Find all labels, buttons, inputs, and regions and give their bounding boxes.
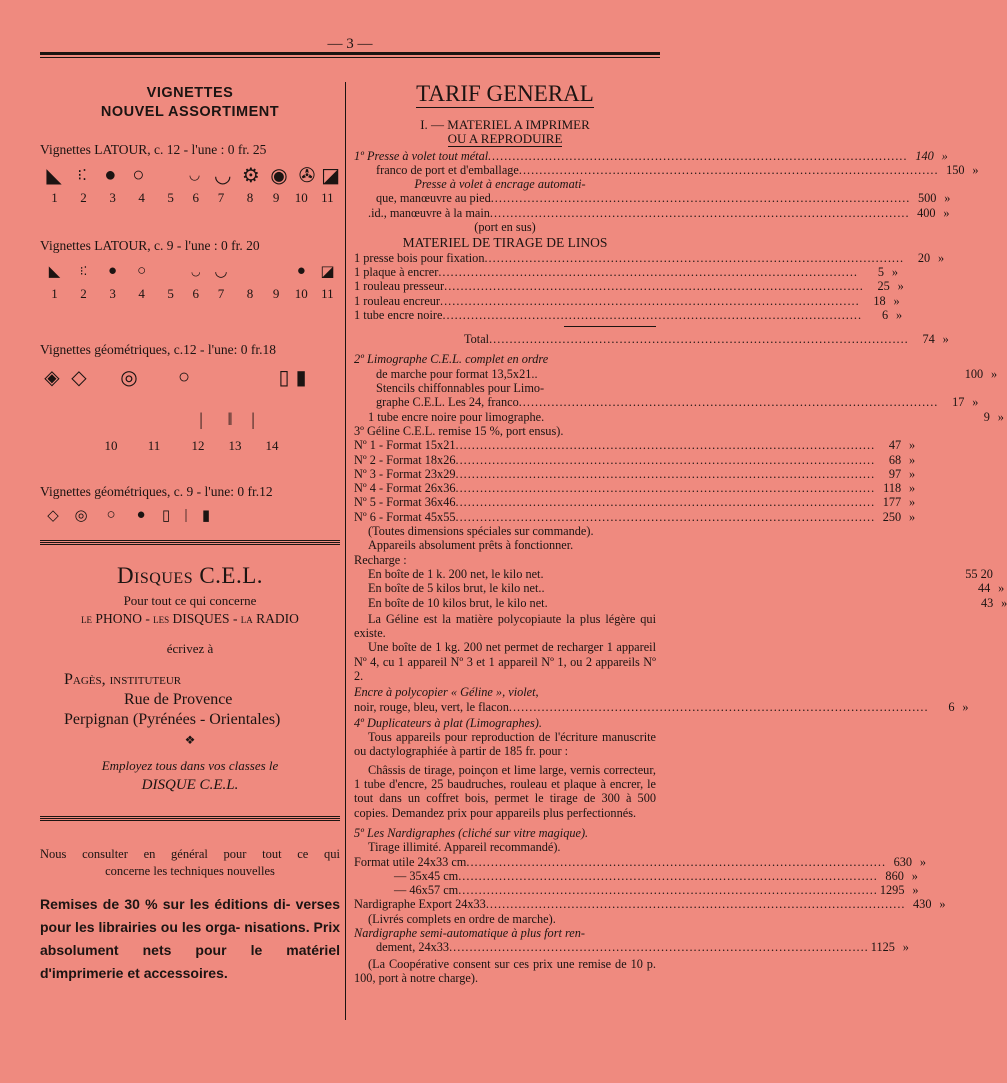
label: franco de port et d'emballage <box>376 162 519 177</box>
price: 20 <box>917 250 931 265</box>
currency: » <box>912 883 919 898</box>
nard-row <box>354 868 918 883</box>
thin-bar-icon: | <box>199 408 203 429</box>
num: 11 <box>147 438 161 453</box>
leaf-icon: ◣ <box>46 164 62 187</box>
livres-note: (Livrés complets en ordre de marche). <box>368 911 556 926</box>
price: 74 <box>922 332 935 347</box>
currency: » <box>972 162 979 177</box>
bar-icon: | <box>251 408 255 429</box>
label: 1 plaque à encrer <box>354 264 439 279</box>
num: 10 <box>294 286 308 301</box>
remise-text: Remises de 30 % sur les éditions di- verses pour les librairies ou les orga- nisations. Prix absolument nets pour le matériel d'imprimerie et accessoires. <box>40 896 340 981</box>
price: 47 <box>888 438 902 453</box>
price: 97 <box>888 466 902 481</box>
num: 7 <box>217 286 225 301</box>
price: 1125 <box>870 940 895 955</box>
nard-sub: Tirage illimité. Appareil recommandé). <box>368 840 561 855</box>
disc-icon: ● <box>136 506 146 523</box>
num: 14 <box>265 438 279 453</box>
price: 55 20 <box>965 566 993 581</box>
format-row <box>354 466 916 481</box>
currency: » <box>998 581 1005 596</box>
num: 5 <box>167 286 174 301</box>
price: 430 <box>913 897 932 912</box>
price: 6 <box>881 307 889 322</box>
limo-line: 2º Limographe C.E.L. complet en ordre <box>354 352 549 367</box>
price: 43 <box>981 595 994 610</box>
disques-street: Rue de Provence <box>124 691 233 708</box>
presse2b-row <box>354 191 951 206</box>
vignettes-subtitle: NOUVEL ASSORTIMENT <box>100 104 280 120</box>
dup-title: 4º Duplicateurs à plat (Limographes). <box>354 715 542 730</box>
num: 6 <box>192 286 200 301</box>
num: 3 <box>109 286 116 301</box>
ornament-icon: ❖ <box>184 733 196 747</box>
dims-note: (Toutes dimensions spéciales sur commande). <box>368 524 594 539</box>
num: 7 <box>217 190 225 205</box>
arc-icon: ◡ <box>213 164 232 187</box>
dots-icon: ⁝⁚ <box>77 167 87 184</box>
price: 860 <box>885 868 904 883</box>
linos-title: MATERIEL DE TIRAGE DE LINOS <box>402 235 608 251</box>
price: 18 <box>873 293 886 308</box>
rect-outline-icon: ▯ <box>161 507 171 524</box>
currency: » <box>897 279 904 294</box>
currency: » <box>909 481 916 496</box>
label: dement, 24x33 <box>376 940 450 955</box>
format-row <box>354 509 916 524</box>
label: de marche pour format 13,5x21.. <box>376 366 538 381</box>
num: 8 <box>246 190 254 205</box>
num: 4 <box>138 190 145 205</box>
currency: » <box>942 332 949 347</box>
geo9-heading: Vignettes géométriques, c. 9 - l'une: 0 fr.12 <box>40 484 273 499</box>
circle-icon: ○ <box>177 365 191 388</box>
label: .id., manœuvre à la main <box>368 205 490 220</box>
currency: » <box>909 509 916 524</box>
format-row <box>354 438 916 453</box>
geo12-shapes <box>40 362 340 392</box>
currency: » <box>997 409 1004 424</box>
dup-desc: Tous appareils pour reproduction de l'écriture manuscrite ou dactylographiée à partir de 185 fr. pour : <box>354 730 656 759</box>
price: 150 <box>946 162 965 177</box>
top-rule <box>40 52 660 55</box>
semi-row <box>354 940 909 955</box>
vignettes-title: VIGNETTES <box>146 85 234 101</box>
disques-city: Perpignan (Pyrénées - Orientales) <box>64 711 281 728</box>
price: 250 <box>882 509 902 524</box>
currency: » <box>895 307 903 322</box>
price: 177 <box>882 495 902 510</box>
arc-icon: ◡ <box>214 263 228 280</box>
num: 11 <box>321 190 334 205</box>
format-row <box>354 481 916 496</box>
label: Nº 6 - Format 45x55 <box>354 509 456 524</box>
price: 6 <box>948 699 955 714</box>
disques-title: Disques C.E.L. <box>116 563 264 588</box>
double-bar-icon: ‖ <box>227 408 233 429</box>
label: Nardigraphe Export 24x33 <box>354 897 486 912</box>
num: 8 <box>246 286 254 301</box>
top-rule-thin <box>40 57 660 58</box>
num: 9 <box>272 190 280 205</box>
label: 1 tube encre noire pour limographe. <box>368 409 545 424</box>
currency: » <box>972 395 979 410</box>
num: 1 <box>51 190 58 205</box>
currency: » <box>919 854 927 869</box>
rect-outline-icon: ▯ <box>278 366 290 389</box>
linos-row <box>354 264 898 279</box>
num: 5 <box>167 190 174 205</box>
price: 9 <box>983 409 990 424</box>
latour9-heading: Vignettes LATOUR, c. 9 - l'une : 0 fr. 20 <box>40 238 260 253</box>
nard-row <box>354 854 927 869</box>
presse3-row <box>354 205 950 220</box>
chassis-desc: Châssis de tirage, poinçon et lime large, vernis correcteur, 1 tube d'encre, 25 baudruches, rouleau et plaque à encrer, le tout dans un coffret bois, permet le tirage de 300 à 500 copies. Demandez prix pour appareils plus perfectionnés. <box>354 762 656 820</box>
latour12-icons <box>40 162 340 188</box>
label: En boîte de 10 kilos brut, le kilo net. <box>368 595 548 610</box>
label: — 35x45 cm <box>394 868 459 883</box>
double-circle-icon: ◎ <box>120 366 138 389</box>
geo9-shapes <box>40 504 340 526</box>
presse1b-row <box>354 162 979 177</box>
stencils-line: Stencils chiffonnables pour Limo- <box>376 381 545 396</box>
label: graphe C.E.L. Les 24, franco <box>376 395 519 410</box>
tarif-title: TARIF GENERAL <box>416 81 594 106</box>
nard-title: 5º Les Nardigraphes (cliché sur vitre magique). <box>354 825 589 840</box>
currency: » <box>943 205 950 220</box>
currency: » <box>902 940 909 955</box>
bar-icon: | <box>184 506 188 523</box>
num: 12 <box>191 438 205 453</box>
geo12-heading: Vignettes géométriques, c.12 - l'une: 0 fr.18 <box>40 342 276 357</box>
encre-line: Encre à polycopier « Géline », violet, <box>354 685 539 700</box>
diamond-outline-icon: ◇ <box>47 507 59 524</box>
rect-filled-icon: ▮ <box>201 507 211 524</box>
price: 400 <box>917 205 936 220</box>
format-row <box>354 495 916 510</box>
price: 44 <box>977 581 991 596</box>
price: 17 <box>952 395 965 410</box>
currency: » <box>911 868 918 883</box>
format-row <box>354 452 916 467</box>
consult-line1: Nous consulter en général pour tout ce qui <box>40 847 340 861</box>
arc-small-icon: ◡ <box>188 167 201 182</box>
ring-icon: ○ <box>137 262 147 279</box>
currency: » <box>939 897 946 912</box>
boite-desc: Une boîte de 1 kg. 200 net permet de recharger 1 appareil Nº 4, cu 1 appareil Nº 3 et 1 appareil Nº 1, ou 2 appareils Nº 2. <box>354 640 656 683</box>
currency: » <box>909 438 916 453</box>
section1-title: I. — MATERIEL A IMPRIMER <box>420 117 590 132</box>
label: Format utile 24x33 cm <box>354 854 467 869</box>
column-divider <box>345 82 346 1020</box>
flower2-icon: ● <box>296 262 306 279</box>
diamond-outline-icon: ◇ <box>71 366 87 389</box>
gear-icon: ⚙ <box>241 164 260 187</box>
label: 1 presse bois pour fixation <box>354 250 485 265</box>
circle-icon: ○ <box>106 506 116 523</box>
num: 10 <box>104 438 118 453</box>
label: Nº 3 - Format 23x29 <box>354 466 456 481</box>
label: Nº 5 - Format 36x46 <box>354 495 456 510</box>
latour9-icons <box>40 258 340 284</box>
section-rule <box>40 816 340 821</box>
price: 630 <box>893 854 913 869</box>
latour12-numbers <box>40 190 340 206</box>
label: — 46x57 cm <box>394 883 459 898</box>
leaf-icon: ◣ <box>48 263 61 280</box>
flower-icon: ● <box>104 163 117 186</box>
currency: » <box>944 191 951 206</box>
label: 1º Presse à volet tout métal <box>354 148 489 163</box>
corner-icon: ◪ <box>321 164 340 187</box>
diamond-icon: ◈ <box>44 366 60 389</box>
num: 4 <box>138 286 145 301</box>
currency: » <box>962 699 969 714</box>
port-note: (port en sus) <box>474 220 536 235</box>
corner-icon: ◪ <box>320 263 335 280</box>
price: 118 <box>883 481 902 496</box>
currency: » <box>891 264 898 279</box>
price: 100 <box>964 366 984 381</box>
num: 3 <box>109 190 116 205</box>
price: 25 <box>877 279 890 294</box>
linos-row <box>354 293 900 308</box>
label: En boîte de 1 k. 200 net, le kilo net. <box>368 566 544 581</box>
linos-row <box>354 250 945 265</box>
price: 500 <box>917 191 937 206</box>
currency: » <box>893 293 900 308</box>
ring-icon: ○ <box>132 163 145 186</box>
price: 1295 <box>879 883 905 898</box>
price: 68 <box>888 452 902 467</box>
num: 6 <box>192 190 200 205</box>
label: 1 tube encre noire <box>354 307 443 322</box>
nard-row <box>354 883 919 898</box>
latour9-numbers <box>40 286 340 302</box>
label: Nº 1 - Format 15x21 <box>354 438 456 453</box>
num: 1 <box>51 286 58 301</box>
left-column <box>40 84 340 985</box>
geline-desc: La Géline est la matière polycopiaute la plus légère qui existe. <box>354 611 656 641</box>
currency: » <box>941 148 948 163</box>
currency: » <box>991 366 998 381</box>
linos-row <box>354 307 903 322</box>
section1-subtitle: OU A REPRODUIRE <box>447 131 563 147</box>
disques-line1: Pour tout ce qui concerne <box>123 593 257 608</box>
double-circle-icon: ◎ <box>74 507 88 524</box>
recharge-label: Recharge : <box>354 552 407 567</box>
num: 9 <box>272 286 280 301</box>
latour12-heading: Vignettes LATOUR, c. 12 - l'une : 0 fr. 25 <box>40 142 267 157</box>
appareils-note: Appareils absolument prêts à fonctionner. <box>368 538 574 553</box>
label: noir, rouge, bleu, vert, le flacon <box>354 699 509 714</box>
price: 5 <box>877 264 884 279</box>
consult-line2: concerne les techniques nouvelles <box>105 864 275 878</box>
rect-filled-icon: ▮ <box>295 366 307 389</box>
num: 2 <box>80 286 87 301</box>
currency: » <box>909 452 916 467</box>
disques-line3: écrivez à <box>166 641 214 656</box>
stencils-row <box>354 395 979 410</box>
presse2-line: Presse à volet à encrage automati- <box>414 177 586 192</box>
currency: » <box>1001 595 1007 610</box>
label: Nº 4 - Format 26x36 <box>354 481 456 496</box>
geline-line: 3º Géline C.E.L. remise 15 %, port ensus). <box>354 423 564 438</box>
num: 11 <box>321 286 334 301</box>
recharge-row <box>354 581 1005 596</box>
right-column <box>354 80 1007 985</box>
slogan-line1: Employez tous dans vos classes le <box>101 758 279 773</box>
disc-icon: ◉ <box>270 164 288 187</box>
label: Nº 2 - Format 18x26 <box>354 452 456 467</box>
presse1-row <box>354 148 948 163</box>
label: que, manœuvre au pied <box>376 191 491 206</box>
currency: » <box>909 495 916 510</box>
tube-row <box>354 409 1004 424</box>
flower-icon: ● <box>108 262 118 279</box>
linos-row <box>354 279 904 294</box>
encre-row <box>354 699 969 714</box>
label: 1 rouleau encreur <box>354 293 441 308</box>
num: 10 <box>294 190 308 205</box>
disques-name: Pagès, instituteur <box>64 671 182 688</box>
radiation-icon: ✇ <box>298 164 316 187</box>
num: 2 <box>80 190 87 205</box>
geo12-numbers <box>40 438 340 454</box>
disques-line2: le PHONO - les DISQUES - la RADIO <box>81 611 299 626</box>
semi-line: Nardigraphe semi-automatique à plus fort ren- <box>354 926 586 941</box>
recharge-row <box>354 566 993 581</box>
num: 13 <box>228 438 242 453</box>
label: Total <box>464 332 490 347</box>
currency: » <box>909 466 916 481</box>
nard-row <box>354 897 946 912</box>
geo12-bars <box>40 404 340 434</box>
dots-icon: ⁝⁚ <box>79 263 88 278</box>
currency: » <box>937 250 945 265</box>
slogan-line2: DISQUE C.E.L. <box>141 777 239 793</box>
page-number: — 3 — <box>327 36 373 52</box>
arc-small-icon: ◡ <box>191 265 201 278</box>
coop-note: (La Coopérative consent sur ces prix une remise de 10 p. 100, port à notre charge). <box>354 956 656 985</box>
limo-row <box>354 366 998 381</box>
section-rule <box>40 540 340 545</box>
total-row <box>354 332 949 347</box>
price: 140 <box>915 148 934 163</box>
recharge-row <box>354 595 1007 610</box>
label: 1 rouleau presseur <box>354 279 445 294</box>
label: En boîte de 5 kilos brut, le kilo net.. <box>368 581 545 596</box>
